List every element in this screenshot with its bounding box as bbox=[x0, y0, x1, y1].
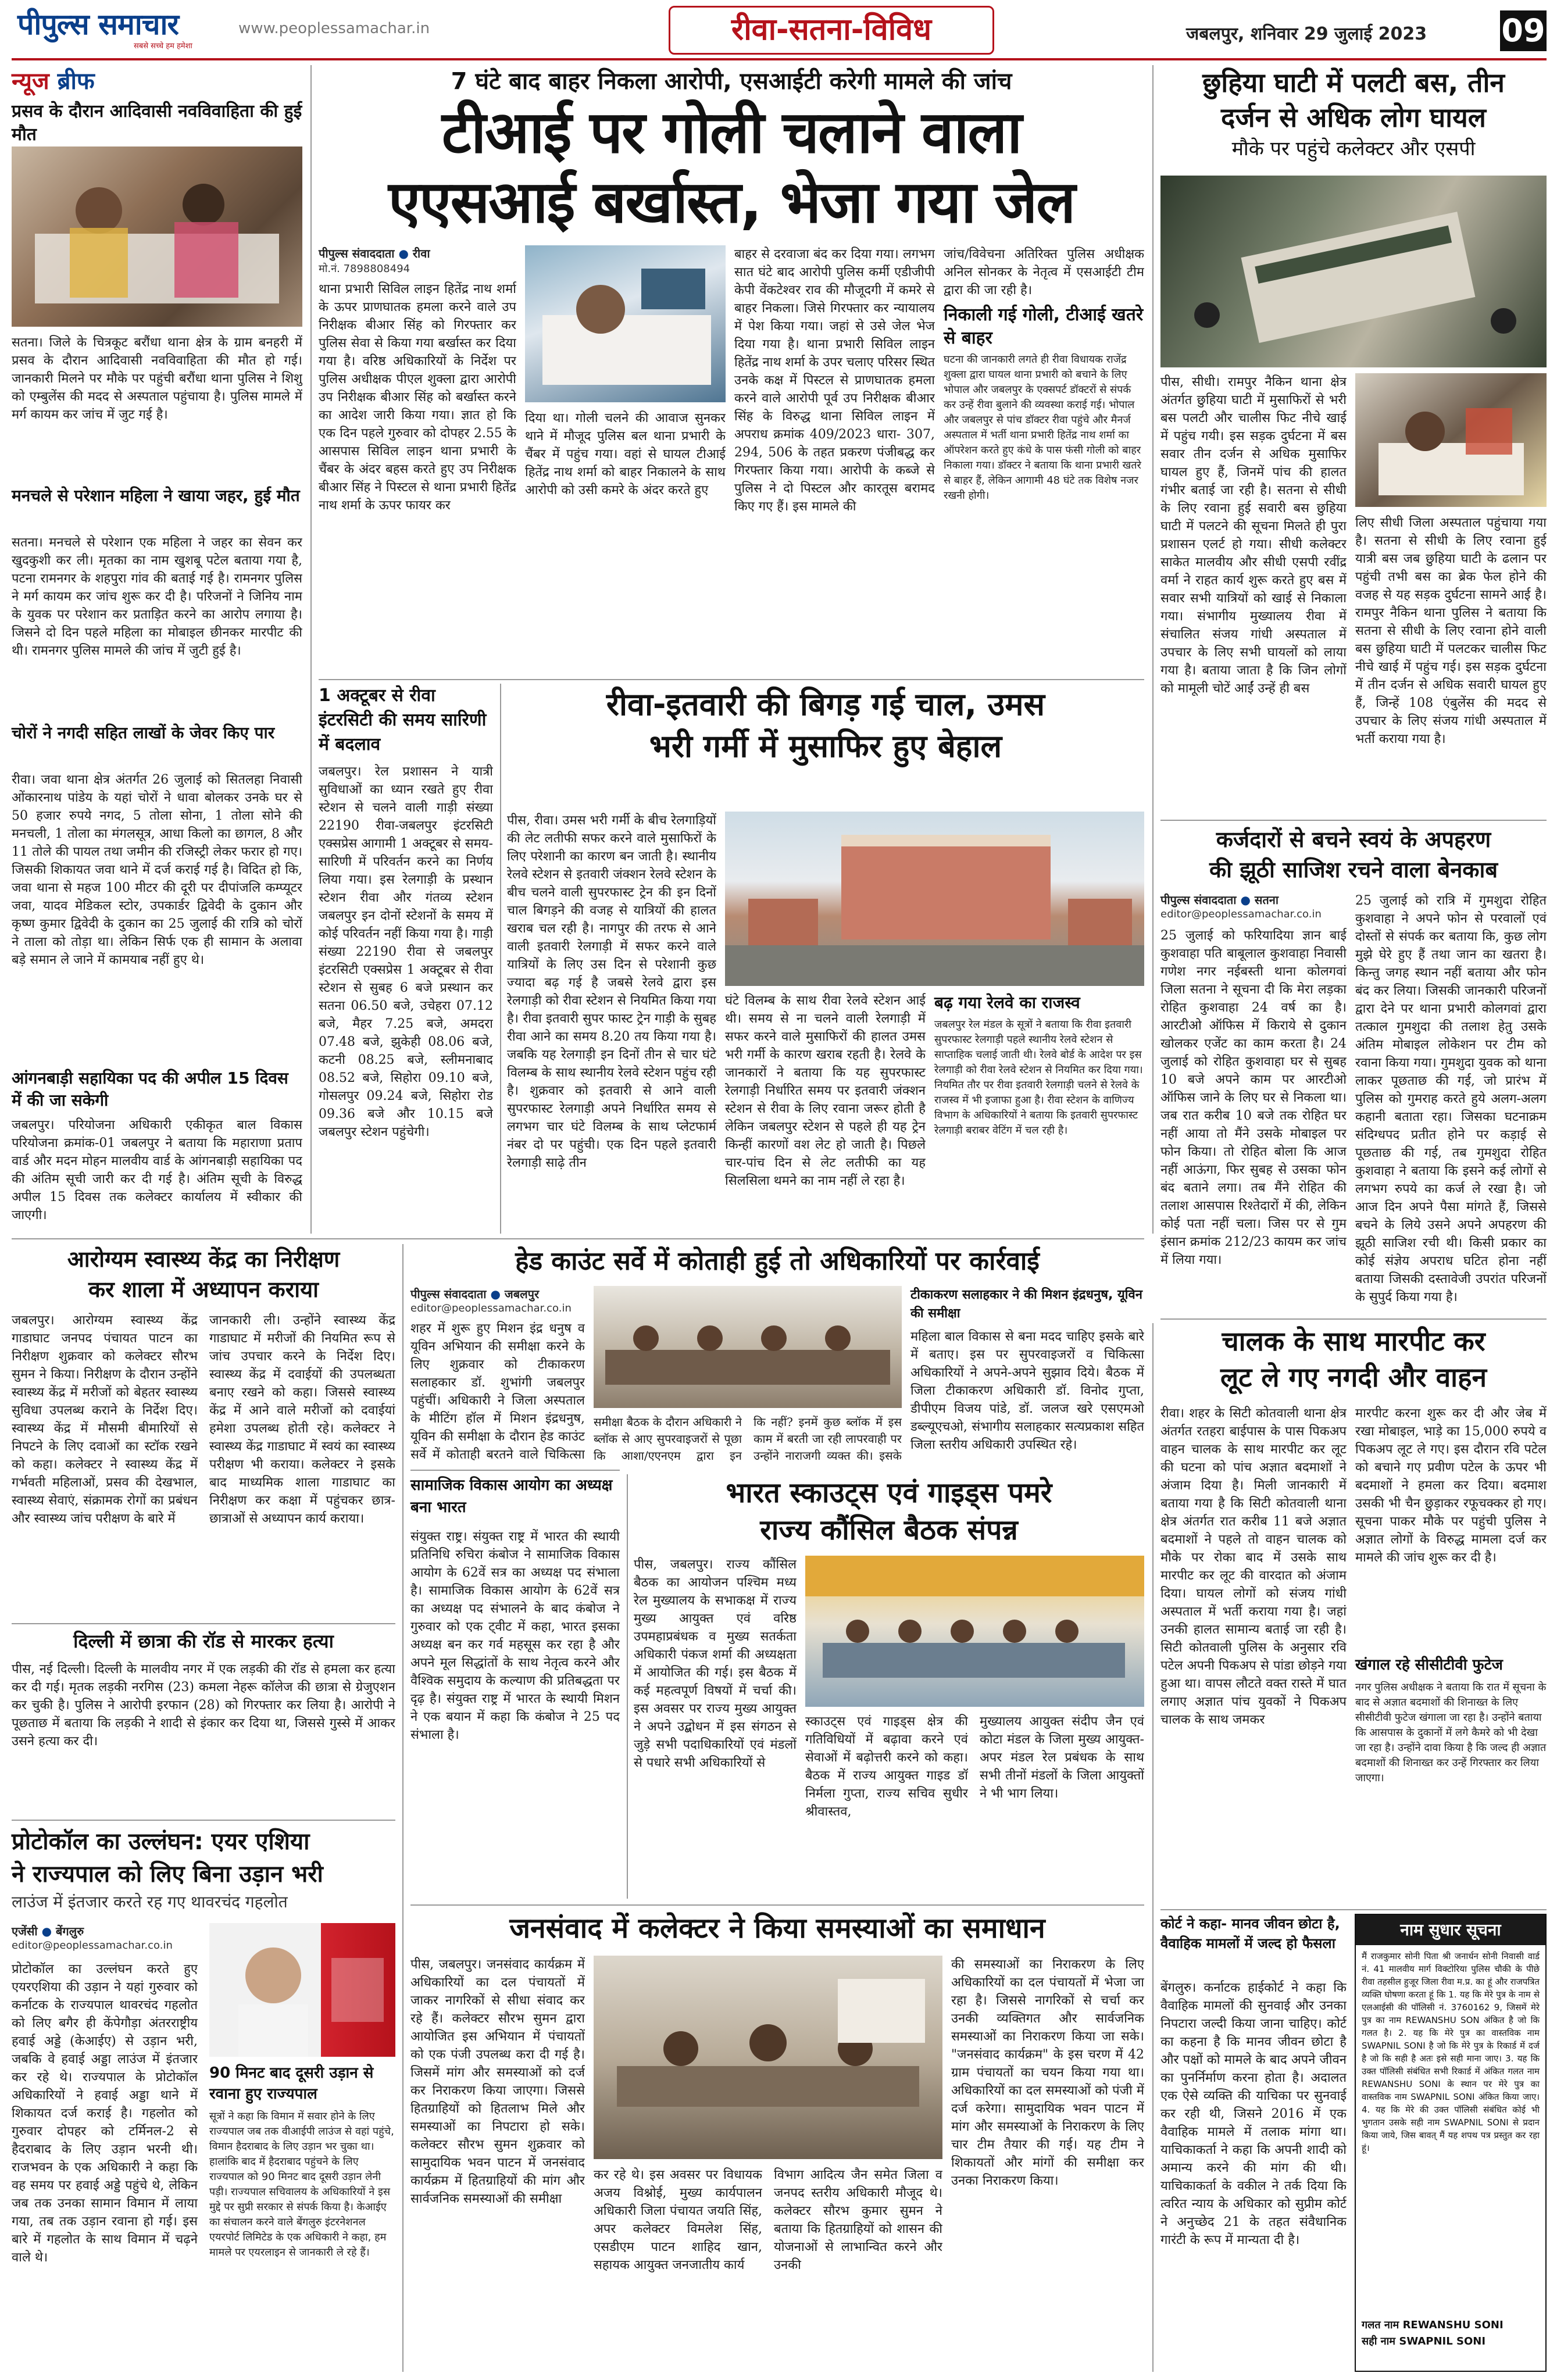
lead-col-3: बाहर से दरवाजा बंद कर दिया गया। लगभग सात घंटे बाद आरोपी पुलिस कर्मी एडीजीपी केपी वेंकटेश्वर राव की मौजूदगी में कमरे से बाहर निकला। जिसे गिरफ्तार कर न्यायालय में पेश किया गया। जहां से उसे जेल भेज दिया गया है। थाना प्रभारी सिविल लाइन हितेंद्र नाथ शर्मा के उपर चलाए परिसर स्थित उनके कक्ष में पिस्टल से प्राणघातक हमला करने वाले आरोपी पूर्व उप निरीक्षक बीआर सिंह के विरुद्ध थाना सिविल लाइन में अपराध क्रमांक 409/2023 धारा- 307, 294, 506 के तहत प्रकरण पंजीबद्ध कर गिरफ्तार किया गया। आरोपी के कब्जे से पुलिस ने दो पिस्टल और कारतूस बरामद किए गए हैं। इस मामले की bbox=[734, 247, 935, 514]
headcount-story bbox=[410, 1244, 1144, 1465]
kidnap-headline-1: कर्जदारों से बचने स्वयं के अपहरण bbox=[1216, 827, 1491, 852]
jansamvad-story bbox=[410, 1909, 1144, 2372]
court-headline: कोर्ट ने कहा- मानव जीवन छोटा है, वैवाहिक मामलों में जल्द हो फैसला bbox=[1160, 1916, 1340, 1952]
airasia-photo-governor bbox=[209, 1923, 395, 2057]
robbery-story bbox=[1160, 1323, 1547, 1904]
robbery-headline-2: लूट ले गए नगदी और वाहन bbox=[1220, 1361, 1487, 1393]
divider bbox=[402, 1244, 403, 2372]
headcount-col-1: शहर में शुरू हुए मिशन इंद्र धनुष व यूविन अभियान की समीक्षा करने के लिए शुक्रवार को टीकाकरण सलाहकार डॉ. शुभांगी जबलपुर पहुंचीं। अधिकारी ने जिला अस्पताल के मीटिंग हॉल में मिशन इंद्रधनुष, यूविन की समीक्षा के दौरान हेड काउंट सर्वे में कोताही बरतने वाले चिकित्सा bbox=[410, 1321, 585, 1462]
lead-sub-headline: निकाली गई गोली, टीआई खतरे से बाहर bbox=[944, 305, 1144, 348]
bus-photo-injured bbox=[1355, 373, 1547, 507]
news-brief-label bbox=[12, 65, 302, 98]
news-brief-column bbox=[12, 65, 302, 1234]
lead-col-1: थाना प्रभारी सिविल लाइन हितेंद्र नाथ शर्मा के ऊपर प्राणघातक हमला करने वाले उप निरीक्षक बीआर सिंह को गिरफ्तार कर पुलिस सेवा से किया गया बर्खास्त कर दिया गया है। वरिष्ठ अधिकारियों के निर्देश पर पुलिस अधीक्षक पीएल शुक्ला द्वारा आरोपी उप निरीक्षक बीआर सिंह को बर्खास्त करने का आदेश जारी किया गया। ज्ञात हो कि एक दिन पहले गुरुवार को दोपहर 2.55 के आसपास सिविल लाइन थाना प्रभारी के चैंबर के अंदर बहस करते हुए उप निरीक्षक बीआर सिंह ने पिस्टल से थाना प्रभारी हितेंद्र नाथ शर्मा के ऊपर फायर कर bbox=[319, 282, 516, 513]
train-sub-headline: बढ़ गया रेलवे का राजस्व bbox=[934, 993, 1080, 1012]
train-photo-station bbox=[725, 812, 1144, 986]
brief-1-photo bbox=[12, 146, 302, 327]
headcount-col-4: महिला बाल विकास से बना मदद चाहिए इसके बारे में बताए। इस पर सुपरवाइजरों व चिकित्सा अधिकारियों ने अपने-अपने सुझाव दिये। बैठक में जिला टीकाकरण अधिकारी डॉ. विनोद गुप्ता, डीपीएम विजय पांडे, डॉ. जलज खरे एसएमओ डब्ल्यूएचओ, संभागीय सलाहकार सत्यप्रकाश सहित जिला स्तरीय अधिकारी उपस्थित रहे। bbox=[910, 1330, 1144, 1452]
masthead bbox=[0, 0, 1557, 60]
lead-photo-caption: दिया था। गोली चलने की आवाज सुनकर थाने में मौजूद पुलिस बल थाना प्रभारी के चैंबर में पहुंच गया। वहां से घायल टीआई हितेंद्र नाथ शर्मा को बाहर निकालने के साथ आरोपी को उसी कमरे के अंदर करते हुए bbox=[525, 411, 726, 498]
jansamvad-photo bbox=[594, 1956, 942, 2159]
kidnap-email: editor@peoplessamachar.co.in bbox=[1160, 908, 1322, 920]
divider bbox=[310, 65, 312, 1234]
divider bbox=[1160, 1318, 1547, 1320]
masthead-logo bbox=[17, 7, 238, 53]
timetable-story bbox=[319, 684, 493, 1234]
health-story bbox=[12, 1244, 395, 1616]
train-sub-body: जबलपुर रेल मंडल के सूत्रों ने बताया कि रीवा इतवारी सुपरफास्ट रेलगाड़ी पहले स्थानीय रेलवे स्टेशन से साप्ताहिक चलाई जाती थी। रेलवे बोर्ड के आदेश पर इस रेलगाड़ी को रीवा रेलवे स्टेशन से नियमित कर दिया गया। नियमित तौर पर रीवा इतवारी रेलगाड़ी चलने से रेलवे के राजस्व में भी इजाफा हुआ है। रीवा स्टेशन के वाणिज्य विभाग के अधिकारियों ने बताया कि इतवारी सुपरफास्ट रेलगाड़ी बराबर वेटिंग में चल रही है। bbox=[934, 1019, 1143, 1137]
train-col-2: घंटे विलम्ब के साथ रीवा रेलवे स्टेशन आई थी। समय से ना चलने वाली रेलगाड़ी में सफर करने वाले मुसाफिरों की हालत उमस भरी गर्मी के कारण खराब रहती है। रेलवे के जानकारों ने बताया कि यह सुपरफास्ट रेलगाड़ी निर्धारित समय पर इतवारी जंक्शन स्टेशन से रीवा के लिए रवाना जरूर होती है लेकिन जबलपुर स्टेशन से पहले ही यह ट्रेन किन्हीं कारणों वश लेट हो जाती है। पिछले चार-पांच दिन से लेट लतीफी का यह सिलसिला थमने का नाम नहीं ले रहा है। bbox=[725, 994, 926, 1188]
lead-byline-city: रीवा bbox=[412, 246, 430, 260]
bus-col-1: पीस, सीधी। रामपुर नैकिन थाना क्षेत्र अंतर्गत छुहिया घाटी में मुसाफिरों से भरी बस पलटी और चालीस फिट नीचे खाई में पहुंच गयी। इस सड़क दुर्घटना में बस सवार तीन दर्जन से अधिक मुसाफिर घायल हुए हैं, जिनमें पांच की हालत गंभीर बताई जा रही है। सतना से सीधी के लिए रवाना हुई सवारी बस छुहिया घाटी में पलटने की सूचना मिलते ही पुरा प्रशासन एलर्ट हो गया। सीधी कलेक्टर साकेत मालवीय और सीधी एसपी रवींद्र वर्मा ने राहत कार्य शुरू करते हुए बस में सवार सभी यात्रियों को खाई से निकाला गया। संभागीय मुख्यालय रीवा में संचालित संजय गांधी अस्पताल में उपचार के लिए सभी घायलों को लाया गया है। बताया जाता है कि जिन लोगों को मामूली चोटें आईं उन्हें ही बस bbox=[1160, 375, 1347, 696]
brief-3-headline: चोरों ने नगदी सहित लाखों के जेवर किए पार bbox=[12, 723, 275, 742]
section-title: रीवा-सतना-विविध bbox=[731, 12, 932, 47]
section-title-box bbox=[669, 6, 994, 55]
divider bbox=[410, 1904, 1144, 1906]
divider bbox=[627, 1474, 628, 1899]
airasia-col-1: प्रोटोकॉल का उल्लंघन करते हुए एयरएशिया की उड़ान ने यहां गुरुवार को कर्नाटक के राज्यपाल थावरचंद गहलोत को लिए बगैर ही केंपेगौड़ा अंतरराष्ट्रीय हवाई अड्डे (केआईए) से उड़ान भरी, जबकि वे हवाई अड्डा लाउंज में इंतजार कर रहे थे। राज्यपाल के प्रोटोकॉल अधिकारियों ने हवाई अड्डा थाने में शिकायत दर्ज कराई है। गहलोत को गुरुवार दोपहर को टर्मिनल-2 से हैदराबाद के लिए उड़ान भरनी थी। राजभवन के एक अधिकारी ने कहा कि वह समय पर हवाई अड्डे पहुंचे थे, लेकिन जब तक उनका सामान विमान में लाया गया, तब तक उड़ान रवाना हो गई। इस बारे में गहलोत के साथ विमान में चढ़ने वाले थे। bbox=[12, 1962, 198, 2265]
brief-2-body: सतना। मनचले से परेशान एक महिला ने जहर का सेवन कर खुदकुशी कर ली। मृतका का नाम खुशबू पटेल बताया गया है, पटना रामनगर के शहपुरा गांव की बताई गई है। रामनगर पुलिस ने मर्ग कायम कर जांच शुरू कर दी है। परिजनों ने जिनिय नाम के युवक पर परेशान कर प्रताड़ित करने का आरोप लगाया है। जिसने दो दिन पहले महिला का मोबाइल छीनकर मारपीट की थी। रामनगर पुलिस मामले की जांच में जुटी हुई है। bbox=[12, 535, 302, 658]
timetable-headline: 1 अक्टूबर से रीवा इंटरसिटी की समय सारिणी में बदलाव bbox=[319, 685, 487, 755]
lead-kicker: 7 घंटे बाद बाहर निकला आरोपी, एसआईटी करेगी मामले की जांच bbox=[451, 68, 1012, 95]
dot-icon: ● bbox=[490, 1287, 501, 1301]
robbery-col-2: मारपीट करना शुरू कर दी और जेब में रखा मोबाइल, भाड़े का 15,000 रुपये व पिकअप लूट ले गए। इस दौरान रवि पटेल को बचाने गए प्रवीण पटेल के ऊपर भी बदमाशों ने हमला कर दिया। बदमाश उसकी भी चैन छुड़ाकर रफूचक्कर हो गए। सूचना पाकर मौके पर पहुंची पुलिस ने अज्ञात लोगों के विरुद्ध मामला दर्ज कर मामले की जांच शुरू कर दी है। bbox=[1355, 1406, 1547, 1565]
jansamvad-col-4: की समस्याओं का निराकरण के लिए अधिकारियों का दल पंचायतों में भेजा जा रहा है। जिससे नागरिकों से चर्चा कर उनकी व्यक्तिगत और सार्वजनिक समस्याओं का निराकरण किया जा सके। "जनसंवाद कार्यक्रम" के इस चरण में 42 ग्राम पंचायतों का चयन किया गया था। अधिकारियों का दल समस्याओं को पंजी में दर्ज करेगा। सामुदायिक भवन पाटन में मांग और समस्याओं के निराकरण के लिए चार टीम तैयार की गई। यह टीम ने शिकायतों और मांगों की समीक्षा कर उनका निराकरण किया। bbox=[951, 1957, 1144, 2188]
kidnap-col-2: 25 जुलाई को रात्रि में गुमशुदा रोहित कुशवाहा ने अपने फोन से परवालों एवं दोस्तों से संपर्क कर बताया कि, कुछ लोग मुझे घेरे हुए हैं तथा जान का खतरा है। किन्तु जगह स्थान नहीं बताया और फोन बंद कर लिया। जिसकी जानकारी परिजनों द्वारा देने पर थाना प्रभारी कोलगवां द्वारा तत्काल गुमशुदा की तलाश हेतु उसके अंतिम मोबाइल लोकेशन पर टीम को रवाना किया गया। गुमशुदा युवक को थाना लाकर पूछताछ की गई, जो प्रारंभ में पुलिस को गुमराह करते हुये अलग-अलग कहानी बताता रहा। जिसका घटनाक्रम संदिग्धपद प्रतीत होने पर कड़ाई से पूछताछ की गई, तब गुमशुदा रोहित कुशवाहा ने बताया कि इसने कई लोगों से लगभग रुपये का कर्ज ले रखा है। जो आज दिन अपने पैसा मांगते हैं, जिससे बचने के लिये उसने अपने अपहरण की झूठी साजिश रची थी। किसी प्रकार का कोई संज्ञेय अपराध घटित होना नहीं बताया जिसकी दस्तावेजी उपरांत परिजनों के सुपुर्द किया गया है। bbox=[1355, 894, 1547, 1305]
name-notice-correct bbox=[1356, 2333, 1545, 2350]
commission-headline: सामाजिक विकास आयोग का अध्यक्ष बना भारत bbox=[410, 1477, 613, 1516]
court-story bbox=[1160, 1914, 1347, 2372]
jansamvad-col-1: पीस, जबलपुर। जनसंवाद कार्यक्रम में अधिकारियों का दल पंचायतों में जाकर नागरिकों से सीधा संवाद कर रहे हैं। कलेक्टर सौरभ सुमन द्वारा आयोजित इस अभियान में पंचायतों को एक पंजी उपलब्ध करा दी गई है। जिसमें मांग और समस्याओं को दर्ज कर निराकरण किया जाएगा। जिससे हितग्राहियों को हितलाभ मिले और समस्याओं का निपटारा हो सके। कलेक्टर सौरभ सुमन शुक्रवार को सामुदायिक भवन पाटन में जनसंवाद कार्यक्रम में हितग्राहियों की मांग और सार्वजनिक समस्याओं की समीक्षा bbox=[410, 1957, 585, 2206]
wrong-name-value: REWANSHU SONI bbox=[1402, 2319, 1504, 2331]
review-meeting-image bbox=[594, 1286, 902, 1408]
divider bbox=[319, 679, 1144, 680]
lead-sub-body: घटना की जानकारी लगते ही रीवा विधायक राजेंद्र शुक्ला द्वारा घायल थाना प्रभारी को बचाने के लिए भोपाल और जबलपुर के एक्सपर्ट डॉक्टरों से संपर्क कर उन्हें रीवा बुलाने की व्यवस्था कराई गई। भोपाल और जबलपुर से पांच डॉक्टर रीवा पहुंचे और मैनर्ज अस्पताल में भर्ती थाना प्रभारी हितेंद्र नाथ शर्मा का ऑपरेशन करते हुए कंधे के पास फंसी गोली को बाहर निकाला गया। डॉक्टर ने बताया कि थाना प्रभारी खतरे से बाहर हैं, लेकिन आगामी 48 घंटे तक विशेष नजर रखनी होगी। bbox=[944, 353, 1141, 502]
train-headline-2: भरी गर्मी में मुसाफिर हुए बेहाल bbox=[649, 728, 1002, 764]
masthead-date: जबलपुर, शनिवार 29 जुलाई 2023 bbox=[1186, 24, 1427, 44]
health-headline-1: आरोग्यम स्वास्थ्य केंद्र का निरीक्षण bbox=[67, 1246, 340, 1272]
correct-name-label: सही नाम bbox=[1362, 2335, 1396, 2347]
bus-photo-top bbox=[1160, 176, 1547, 367]
scouts-col-3: मुख्यालय आयुक्त संदीप जैन एवं कोटा मंडल के जिला मुख्य आयुक्त-अपर मंडल रेल प्रबंधक के साथ सभी तीनों मंडलों के जिला आयुक्तों ने भी भाग लिया। bbox=[980, 1714, 1144, 1801]
logo-subtitle: सबसे सच्चे हम हमेशा bbox=[134, 42, 192, 51]
kidnap-byline-city: सतना bbox=[1254, 893, 1279, 907]
airasia-sub-body: सूत्रों ने कहा कि विमान में सवार होने के लिए राज्यपाल जब तक वीआईपी लाउंज से वहां पहुंचे, विमान हैदराबाद के लिए उड़ान भर चुका था। हालांकि बाद में हैदराबाद पहुंचने के लिए राज्यपाल को 90 मिनट बाद दूसरी उड़ान लेनी पड़ी। राज्यपाल सचिवालय के अधिकारियों ने इस मुद्दे पर सुप्री सरकार से संपर्क किया है। केआईए का संचालन करने वाले बेंगलुरु इंटरनेशनल एयरपोर्ट लिमिटेड के एक अधिकारी ने कहा, हम मामले पर एयरलाइन से जानकारी ले रहे हैं। bbox=[209, 2110, 394, 2259]
dot-icon: ● bbox=[41, 1924, 52, 1938]
lead-byline bbox=[319, 245, 516, 261]
lead-story bbox=[319, 65, 1144, 699]
airasia-byline-city: बेंगलुरु bbox=[56, 1924, 84, 1938]
divider bbox=[1160, 1909, 1547, 1910]
robbery-sub-headline: खंगाल रहे सीसीटीवी फुटेज bbox=[1355, 1656, 1503, 1674]
lead-byline-name: पीपुल्स संवाददाता bbox=[319, 246, 395, 260]
logo-text: पीपुल्स समाचार bbox=[17, 8, 178, 41]
headcount-byline bbox=[410, 1286, 539, 1302]
headcount-photo-meeting bbox=[594, 1286, 902, 1408]
news-brief-label-brief: ब्रीफ bbox=[57, 68, 95, 95]
dot-icon: ● bbox=[398, 246, 409, 260]
council-meeting-image bbox=[805, 1556, 1144, 1707]
airasia-kicker: लाउंज में इंतजार करते रह गए थावरचंद गहलोत bbox=[12, 1892, 288, 1911]
kidnap-byline-name: पीपुल्स संवाददाता bbox=[1160, 893, 1237, 907]
collector-jansamvad-image bbox=[594, 1956, 942, 2159]
commission-story bbox=[410, 1474, 620, 1899]
headcount-col-3: कि नहीं? इनमें कुछ ब्लॉक में इस काम में बरती जा रही लापरवाही पर उन्होंने नाराजगी व्यक्त की। इसके bbox=[753, 1415, 902, 1463]
commission-body: संयुक्त राष्ट्र। संयुक्त राष्ट्र में भारत की स्थायी प्रतिनिधि रुचिरा कंबोज ने सामाजिक विकास आयोग के 62वें सत्र का अध्यक्ष पद संभाला है। सामाजिक विकास आयोग के 62वें सत्र का अध्यक्ष पद संभालने के बाद कंबोज ने गुरुवार को एक ट्वीट में कहा, भारत इसका अध्यक्ष बन कर गर्व महसूस कर रहा है और अपने मूल सिद्धांतों के साथ नेतृत्व करने और वैश्विक समुदाय के कल्याण की प्रतिबद्धता पर दृढ़ है। संयुक्त राष्ट्र में भारत के स्थायी मिशन ने एक बयान में कहा कि कंबोज ने 25 पद संभाला है। bbox=[410, 1530, 620, 1742]
correct-name-value: SWAPNIL SONI bbox=[1399, 2335, 1486, 2347]
injured-passengers-image bbox=[1355, 373, 1547, 507]
divider bbox=[1152, 65, 1154, 1234]
divider bbox=[500, 684, 501, 1234]
airasia-byline-name: एजेंसी bbox=[12, 1924, 38, 1938]
lead-col-4: जांच/विवेचना अतिरिक्त पुलिस अधीक्षक अनिल सोनकर के नेतृत्व में एसआईटी टीम द्वारा की जा रही है। bbox=[944, 247, 1144, 298]
governor-portrait-image bbox=[209, 1923, 395, 2057]
lead-photo-injured-ti bbox=[525, 245, 726, 402]
divider bbox=[1152, 1323, 1154, 2372]
headcount-byline-name: पीपुल्स संवाददाता bbox=[410, 1287, 487, 1301]
train-col-1: पीस, रीवा। उमस भरी गर्मी के बीच रेलगाड़ियों की लेट लतीफी सफर करने वाले मुसाफिरों के लिए परेशानी का कारण बन जाती है। स्थानीय रेलवे स्टेशन से इतवारी जंक्शन रेलवे स्टेशन के बीच चलने वाली सुपरफास्ट ट्रेन की इन दिनों चाल बिगड़ने की वजह से यात्रियों की हालत खराब चल रही है। नागपुर की तरफ से आने वाली इतवारी रेलगाड़ी में सफर करने वाले यात्रियों के लिए उस दिन से परेशानी कुछ ज्यादा बढ़ गई है जबसे रेलवे द्वारा इस रेलगाड़ी को रीवा स्टेशन से नियमित किया गया है। रीवा इतवारी सुपर फास्ट ट्रेन गाड़ी के सुबह रीवा आने का समय 8.20 तय किया गया है। जबकि यह रेलगाड़ी इन दिनों तीन से चार घंटे विलम्ब के साथ स्थानीय रेलवे स्टेशन पहुंच रही है। शुक्रवार को इतवारी से आने वाली सुपरफास्ट रेलगाड़ी अपने निर्धारित समय से लगभग चार घंटे विलम्ब के साथ प्लेटफार्म नंबर दो पर पहुंची। एक दिन पहले इतवारी रेलगाड़ी साढ़े तीन bbox=[507, 813, 716, 1170]
headcount-headline: हेड काउंट सर्वे में कोताही हुई तो अधिकारियों पर कार्रवाई bbox=[515, 1246, 1040, 1276]
delhi-headline: दिल्ली में छात्रा की रॉड से मारकर हत्या bbox=[73, 1630, 334, 1652]
airasia-headline-2: ने राज्यपाल को लिए बिना उड़ान भरी bbox=[12, 1861, 323, 1888]
health-col-2: जानकारी ली। उन्होंने स्वास्थ्य केंद्र गाडाघाट में मरीजों की नियमित रूप से जांच उपचार करने के निर्देश दिए। स्वास्थ्य केंद्र में दवाईयों की उपलब्धता बनाए रखने को कहा। जिससे स्वास्थ्य केंद्र में आने वाले मरीजों को दवाईयां हमेशा उपलब्ध होती रहे। कलेक्टर ने स्वास्थ्य केंद्र गाडाघाट में स्वयं का स्वास्थ्य परीक्षण भी कराया। कलेक्टर ने इसके बाद माध्यमिक शाला गाडाघाट का निरीक्षण कर कक्षा में पहुंचकर छात्र-छात्राओं से अध्यापन कार्य कराया। bbox=[209, 1313, 395, 1526]
hospital-bed-image bbox=[525, 245, 726, 402]
scouts-headline-2: राज्य कौंसिल बैठक संपन्न bbox=[760, 1514, 1018, 1546]
airasia-story bbox=[12, 1825, 395, 2372]
health-col-1: जबलपुर। आरोग्यम स्वास्थ्य केंद्र गाडाघाट जनपद पंचायत पाटन का निरीक्षण शुक्रवार को कलेक्टर सौरभ सुमन ने किया। निरीक्षण के दौरान उन्होंने स्वास्थ्य केंद्र में मरीजों को बेहतर स्वास्थ्य सुविधा उपलब्ध कराने के निर्देश दिए। स्वास्थ्य केंद्र में मौसमी बीमारियों से निपटने के लिए दवाओं का स्टॉक रखने को कहा। कलेक्टर ने स्वास्थ्य केंद्र में गर्भवती महिलाओं, प्रसव की देखभाल, स्वास्थ्य सेवाएं, संक्रामक रोगों का प्रबंधन और स्वास्थ्य जांच परीक्षण के बारे में bbox=[12, 1313, 198, 1526]
delhi-story bbox=[12, 1628, 395, 1820]
divider bbox=[12, 1623, 395, 1624]
brief-4-body: जबलपुर। परियोजना अधिकारी एकीकृत बाल विकास परियोजना क्रमांक-01 जबलपुर ने बताया कि महाराणा प्रताप वार्ड और मदन मोहन मालवीय वार्ड के आंगनबाड़ी सहायिका पद की अंतिम सूची जारी कर दी गई है। अंतिम सूची के विरुद्ध अपील 15 दिवस तक कलेक्टर कार्यालय में स्वीकार की जाएगी। bbox=[12, 1118, 302, 1223]
brief-3-body: रीवा। जवा थाना क्षेत्र अंतर्गत 26 जुलाई को सितलहा निवासी ओंकारनाथ पांडेय के यहां चोरों ने धावा बोलकर उनके घर से 50 हजार रुपये नगद, 5 तोला सोना, 1 तोला सोने की मनचली, 1 तोला का मंगलसूत्र, आधा किलो का छागल, 8 और 11 तोले की पायल तथा जमीन की रजिस्ट्री लेकर फरार हो गए। जिसकी शिकायत जवा थाने में दर्ज कराई गई है। विदित हो कि, जवा थाना से महज 100 मीटर की दूरी पर दीपांजलि कम्प्यूटर जवा, यादव मेडिकल स्टोर, उपकार्डर द्विवेदी के दुकान और कृष्ण कुमार द्विवेदी के दुकान का 25 जुलाई की रात्रि को चोरों ने ताला को तोड़ा था। लेकिन सिर्फ एक ही सामान के अलावा बड़े समान ले जाने में कामयाब नहीं हुए थे। bbox=[12, 773, 302, 967]
scouts-story bbox=[634, 1474, 1144, 1899]
brief-4-headline: आंगनबाड़ी सहायिका पद की अपील 15 दिवस में की जा सकेगी bbox=[12, 1069, 288, 1110]
name-notice-title: नाम सुधार सूचना bbox=[1356, 1915, 1545, 1945]
name-notice-wrong bbox=[1356, 2317, 1545, 2333]
kidnap-col-1: 25 जुलाई को फरियादिया ज्ञान बाई कुशवाहा पति बाबूलाल कुशवाहा निवासी गणेश नगर नईबस्ती थाना कोलगवां जिला सतना ने सूचना दी कि मेरा लड़का रोहित कुशवाहा 24 वर्ष का है। आरटीओ ऑफिस में किराये से दुकान खोलकर एजेंट का काम करता है। 24 जुलाई को रोहित कुशवाहा घर से सुबह 10 बजे अपने काम पर आरटीओ ऑफिस जाने के लिए घर से निकला था। जब रात करीब 10 बजे तक रोहित घर नहीं आया तो मैंने उसके मोबाइल पर फोन किया। तो रोहित बोला कि आज नहीं आऊंगा, फिर सुबह से उसका फोन बंद बताने लगा। तब मैंने रोहित की तलाश आसपास रिश्तेदारों में की, लेकिन कोई पता नहीं चला। जिस पर से गुम इंसान क्रमांक 212/23 कायम कर जांच में लिया गया। bbox=[1160, 928, 1347, 1267]
masthead-website: www.peoplessamachar.in bbox=[238, 20, 430, 37]
airasia-headline-1: प्रोटोकॉल का उल्लंघन: एयर एशिया bbox=[12, 1828, 310, 1855]
scouts-col-2: स्काउट्स एवं गाइड्स क्षेत्र की गतिविधियों में बढ़ावा करने एवं सेवाओं में बढ़ोत्तरी करने को कहा। बैठक में राज्य आयुक्त गाइड डॉ निर्मला गुप्ता, राज्य सचिव सुधीर श्रीवास्तव, bbox=[805, 1714, 968, 1819]
bus-kicker: मौके पर पहुंचे कलेक्टर और एसपी bbox=[1231, 137, 1476, 160]
divider bbox=[1160, 820, 1547, 821]
name-notice-box bbox=[1355, 1914, 1547, 2372]
rewa-station-image bbox=[725, 812, 1144, 986]
headcount-col-2: समीक्षा बैठक के दौरान अधिकारी ने ब्लॉक से आए सुपरवाइजरों से पूछा कि आशा/एएनएम द्वारा इन bbox=[594, 1415, 742, 1463]
brief-2-headline: मनचले से परेशान महिला ने खाया जहर, हुई मौत bbox=[12, 486, 300, 505]
overturned-bus-image bbox=[1160, 176, 1547, 367]
hospital-scene-image bbox=[12, 146, 302, 327]
airasia-email: editor@peoplessamachar.co.in bbox=[12, 1939, 173, 1952]
robbery-col-1: रीवा। शहर के सिटी कोतवाली थाना क्षेत्र अंतर्गत रतहरा बाईपास के पास पिकअप वाहन चालक के साथ मारपीट कर लूट की घटना को पांच अज्ञात बदमाशों ने अंजाम दिया है। मिली जानकारी में बताया गया है कि सिटी कोतवाली थाना क्षेत्र अंतर्गत रात करीब 11 बजे अज्ञात बदमाशों ने पहले तो वाहन चालक को मौके पर रोका बाद में उसके साथ मारपीट कर लूट की वारदात को अंजाम दिया। घायल लोगों को संजय गांधी अस्पताल में भर्ती कराया गया है। जहां उनकी हालत सामान्य बताई जा रही है। सिटी कोतवाली पुलिस के अनुसार रवि पटेल अपनी पिकअप से पांडा छोड़ने गया हुआ था। वापस लौटते वक्त रास्ते में घात लगाए अज्ञात पांच युवकों ने पिकअप चालक के साथ जमकर bbox=[1160, 1406, 1347, 1727]
timetable-body: जबलपुर। रेल प्रशासन ने यात्री सुविधाओं का ध्यान रखते हुए रीवा स्टेशन से चलने वाली गाड़ी संख्या 22190 रीवा-जबलपुर इंटरसिटी एक्सप्रेस आगामी 1 अक्टूबर से समय-सारिणी में परिवर्तन करने का निर्णय लिया गया। इस रेलगाड़ी के प्रस्थान स्टेशन रीवा और गंतव्य स्टेशन जबलपुर इन दोनों स्टेशनों के समय में कोई परिवर्तन नहीं किया गया है। गाड़ी संख्या 22190 रीवा से जबलपुर इंटरसिटी एक्सप्रेस 1 अक्टूबर से रीवा स्टेशन से सुबह 6 बजे प्रस्थान कर सतना 06.50 बजे, उचेहरा 07.12 बजे, मैहर 7.25 बजे, अमदरा 07.48 बजे, झुकेही 08.06 बजे, कटनी 08.25 बजे, स्लीमनाबाद 08.52 बजे, सिहोरा 09.10 बजे, गोसलपुर 09.24 बजे, सिहोरा रोड 09.36 बजे और 10.15 बजे जबलपुर स्टेशन पहुंचेगी। bbox=[319, 764, 493, 1139]
robbery-headline-1: चालक के साथ मारपीट कर bbox=[1222, 1325, 1485, 1357]
bus-col-2: लिए सीधी जिला अस्पताल पहुंचाया गया है। सतना से सीधी के लिए रवाना हुई यात्री बस जब छुहिया घाटी के ढलान पर पहुंची तभी बस का ब्रेक फेल होने की वजह से यह सड़क दुर्घटना सामने आई है। रामपुर नैकिन थाना पुलिस ने बताया कि सतना से सीधी के लिए रवाना होने वाली बस छुहिया घाटी में पलटकर चालीस फिट नीचे खाई में पहुंच गई। इस सड़क दुर्घटना में तीन दर्जन से अधिक सवारी घायल हुए हैं, जिन्हें 108 एंबुलेंस की मदद से उपचार के लिए संजय गांधी अस्पताल में भर्ती कराया गया है। bbox=[1355, 516, 1547, 746]
bus-accident-story bbox=[1160, 65, 1547, 815]
news-brief-label-news: न्यूज bbox=[12, 68, 49, 95]
headcount-byline-city: जबलपुर bbox=[504, 1287, 540, 1301]
masthead-rule bbox=[12, 58, 1547, 60]
divider bbox=[12, 1238, 1144, 1239]
robbery-sub-body: नगर पुलिस अधीक्षक ने बताया कि रात में सूचना के बाद से अज्ञात बदमाशों की शिनाख्त के लिए सीसीटीवी फुटेज खंगाला जा रहा है। उन्होंने बताया कि आसपास के दुकानों में लगे कैमरे को भी देखा जा रहा है। उन्होंने दावा किया है कि जल्द ही अज्ञात बदमाशों की शिनाख्त कर उन्हें गिरफ्तार कर लिया जाएगा। bbox=[1355, 1681, 1547, 1784]
airasia-byline bbox=[12, 1923, 84, 1939]
lead-headline-2: एएसआई बर्खास्त, भेजा गया जेल bbox=[388, 168, 1075, 236]
brief-1-headline: प्रसव के दौरान आदिवासी नवविवाहिता की हुई मौत bbox=[12, 101, 302, 145]
kidnap-headline-2: की झूठी साजिश रचने वाला बेनकाब bbox=[1209, 857, 1498, 882]
headcount-photo-caption: टीकाकरण सलाहकार ने की मिशन इंद्रधनुष, यूविन की समीक्षा bbox=[910, 1288, 1142, 1321]
kidnap-story bbox=[1160, 824, 1547, 1318]
jansamvad-col-2: कर रहे थे। इस अवसर पर विधायक अजय विश्नोई, मुख्य कार्यपालन अधिकारी जिला पंचायत जयति सिंह, अपर कलेक्टर विमलेश सिंह, एसडीएम पाटन शाहिद खान, सहायक आयुक्त जनजातीय कार्य bbox=[594, 2168, 762, 2272]
lead-phone: मो.नं. 7898808494 bbox=[319, 263, 410, 275]
page-number: 09 bbox=[1500, 10, 1547, 51]
lead-headline-1: टीआई पर गोली चलाने वाला bbox=[441, 98, 1022, 166]
kidnap-byline bbox=[1160, 892, 1347, 907]
train-story bbox=[507, 684, 1144, 1234]
dot-icon: ● bbox=[1240, 893, 1251, 907]
train-headline-1: रीवा-इतवारी की बिगड़ गई चाल, उमस bbox=[606, 686, 1045, 723]
court-body: बेंगलुरु। कर्नाटक हाईकोर्ट ने कहा कि वैवाहिक मामलों की सुनवाई और उनका निपटारा जल्दी किया जाना चाहिए। कोर्ट का कहना है कि मानव जीवन छोटा है और पक्षों को मामले के बाद अपने जीवन का पुनर्निर्माण करना होता है। अदालत एक ऐसे व्यक्ति की याचिका पर सुनवाई कर रही थी, जिसने 2016 में एक वैवाहिक मामले में तलाक मांगा था। याचिकाकर्ता ने कहा कि अपनी शादी को अमान्य करने की मांग की थी। याचिकाकर्ता के वकील ने तर्क दिया कि त्वरित न्याय के अधिकार को सुप्रीम कोर्ट ने अनुच्छेद 21 के तहत संवैधानिक गारंटी के रूप में मान्यता दी है। bbox=[1160, 1981, 1347, 2247]
bus-headline-2: दर्जन से अधिक लोग घायल bbox=[1221, 102, 1486, 133]
jansamvad-headline: जनसंवाद में कलेक्टर ने किया समस्याओं का समाधान bbox=[509, 1912, 1045, 1945]
divider bbox=[410, 1470, 620, 1471]
wrong-name-label: गलत नाम bbox=[1362, 2319, 1399, 2331]
airasia-sub-headline: 90 मिनट बाद दूसरी उड़ान से रवाना हुए राज्यपाल bbox=[209, 2064, 374, 2103]
delhi-body: पीस, नई दिल्ली। दिल्ली के मालवीय नगर में एक लड़की की रॉड से हमला कर हत्या कर दी गई। मृतक लड़की नरगिस (23) कमला नेहरू कॉलेज की छात्रा से ग्रेजुएशन कर चुकी है। पुलिस ने आरोपी इरफान (28) को गिरफ्तार कर लिया है। आरोपी ने पूछताछ में बताया कि लड़की ने शादी से इंकार कर दिया था, जिससे गुस्से में आकर उसने हत्या कर दी। bbox=[12, 1662, 395, 1749]
scouts-photo-meeting bbox=[805, 1556, 1144, 1707]
jansamvad-col-3: विभाग आदित्य जैन समेत जिला व जनपद स्तरीय अधिकारी मौजूद थे। कलेक्टर सौरभ कुमार सुमन ने बताया कि हितग्राहियों को शासन की योजनाओं से लाभान्वित करने और उनकी bbox=[774, 2168, 942, 2272]
bus-headline-1: छुहिया घाटी में पलटी बस, तीन bbox=[1202, 67, 1505, 98]
name-notice-body: मैं राजकुमार सोनी पिता श्री जनार्धन सोनी निवासी वार्ड नं. 41 मालवीय मार्ग विक्टोरिया पुलिस चौकी के पीछे रीवा तहसील हुजूर जिला रीवा म.प्र. का हूं और राजपत्रित व्यक्ति घोषणा करता हूं कि 1. यह कि मेरे पुत्र के नाम से एलआईसी की पॉलिसी नं. 3760162 9, जिसमें मेरे पुत्र का नाम REWANSHU SON अंकित है जो कि गलत है। 2. यह कि मेरे पुत्र का वास्तविक नाम SWAPNIL SONI है जो कि मेरे पुत्र के रिकार्ड में दर्ज है जो कि सही है अतः इसे सही माना जाए। 3. यह कि उक्त पॉलिसी संबंधित सभी रिकार्ड में अंकित गलत नाम REWANSHU SONI के स्थान पर मेरे पुत्र का वास्तविक नाम SWAPNIL SONI अंकित किया जाए। 4. यह कि मेरे की उक्त पॉलिसी संबंधित कोई भी भुगतान उसके सही नाम SWAPNIL SONI से प्रदान किया जाये, जिस बावत् मैं यह शपथ पत्र प्रस्तुत कर रहा हूं। bbox=[1362, 1951, 1540, 2153]
health-headline-2: कर शाला में अध्यापन कराया bbox=[88, 1277, 319, 1302]
scouts-headline-1: भारत स्काउट्स एवं गाइड्स पमरे bbox=[726, 1477, 1052, 1509]
brief-1-body: सतना। जिले के चित्रकूट बरौंधा थाना क्षेत्र के ग्राम बनहरी में प्रसव के दौरान आदिवासी नवविवाहिता की मौत हो गई। जानकारी मिलने पर मौके पर पहुंची बरौंधा थाना पुलिस ने शिशु को एम्बुलेंस की मदद से अस्पताल पहुंचाया है। पुलिस मामले में मर्ग कायम कर जांच में जुट गई है। bbox=[12, 335, 302, 422]
divider bbox=[12, 1820, 395, 1821]
headcount-email: editor@peoplessamachar.co.in bbox=[410, 1302, 572, 1314]
scouts-col-1: पीस, जबलपुर। राज्य कौंसिल बैठक का आयोजन पश्चिम मध्य रेल मुख्यालय के सभाकक्ष में राज्य मुख्य आयुक्त एवं वरिष्ठ उपमहाप्रबंधक व मुख्य सतर्कता अधिकारी पंकज शर्मा की अध्यक्षता में आयोजित की गई। इस बैठक में कई महत्वपूर्ण विषयों में चर्चा की। इस अवसर पर राज्य मुख्य आयुक्त ने अपने उद्बोधन में इस संगठन से जुड़े सभी पदाधिकारियों एवं मंडलों से पधारे सभी अधिकारियों से bbox=[634, 1557, 797, 1770]
